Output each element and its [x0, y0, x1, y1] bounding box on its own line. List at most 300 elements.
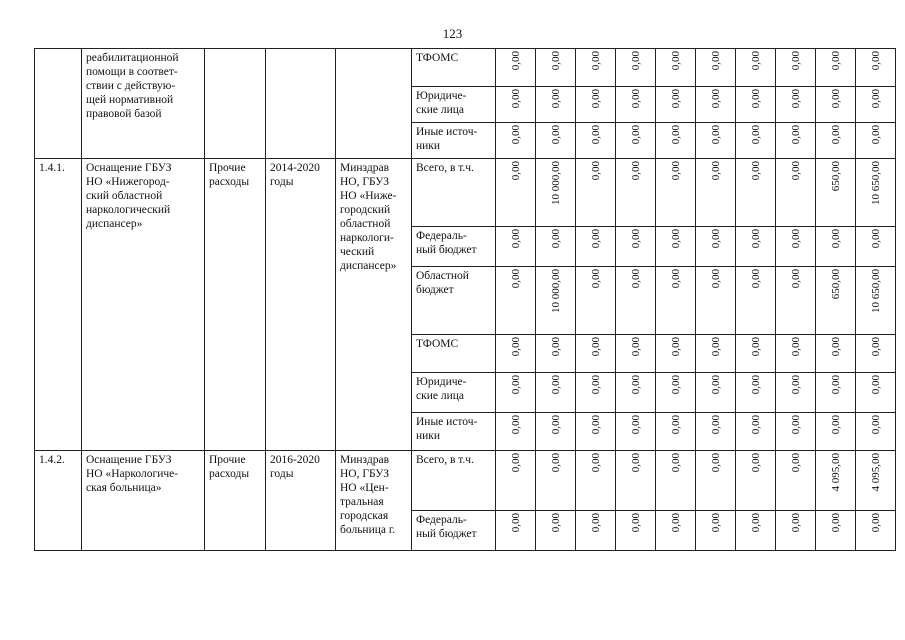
- value-text: 0,00: [749, 453, 762, 473]
- value-text: 0,00: [789, 161, 802, 181]
- value-text: 0,00: [789, 415, 802, 435]
- value-text: 0,00: [629, 51, 642, 71]
- value-cell: [496, 123, 536, 159]
- value-cell: [616, 451, 656, 511]
- value-text: 0,00: [709, 513, 722, 533]
- value-cell: [576, 267, 616, 335]
- value-cell: [776, 159, 816, 227]
- value-cell: [856, 159, 896, 227]
- value-text: 0,00: [829, 125, 842, 145]
- value-text: 10 650,00: [869, 161, 882, 205]
- value-text: 0,00: [549, 229, 562, 249]
- value-cell: [536, 227, 576, 267]
- value-text: 0,00: [669, 453, 682, 473]
- value-cell: [816, 49, 856, 87]
- value-cell: [656, 87, 696, 123]
- value-cell: [736, 87, 776, 123]
- value-text: 0,00: [869, 51, 882, 71]
- item-title-line: Оснащение ГБУЗ: [86, 454, 172, 466]
- funding-source-line: Юридиче-: [416, 90, 467, 102]
- value-text: 0,00: [629, 337, 642, 357]
- executor-line: НО, ГБУЗ: [340, 468, 389, 480]
- value-cell: [656, 335, 696, 373]
- value-text: 0,00: [509, 269, 522, 289]
- value-cell: [816, 511, 856, 551]
- value-cell: [856, 511, 896, 551]
- value-cell: [856, 227, 896, 267]
- value-cell: [576, 451, 616, 511]
- period-line: 2016-2020: [270, 454, 320, 466]
- value-text: 0,00: [629, 415, 642, 435]
- value-cell: [736, 413, 776, 451]
- item-title: [86, 161, 200, 231]
- value-cell: [736, 451, 776, 511]
- executor-line: НО, ГБУЗ: [340, 176, 389, 188]
- funding-source-line: Федераль-: [416, 514, 467, 526]
- value-text: 0,00: [589, 415, 602, 435]
- value-text: 0,00: [589, 269, 602, 289]
- period: [270, 161, 331, 189]
- value-cell: [736, 227, 776, 267]
- executor-line: городская: [340, 510, 389, 522]
- value-cell: [696, 123, 736, 159]
- value-text: 0,00: [789, 337, 802, 357]
- value-text: 0,00: [749, 125, 762, 145]
- value-text: 10 000,00: [549, 269, 562, 313]
- item-title-line: ствии с действую-: [86, 80, 176, 92]
- value-text: 0,00: [789, 453, 802, 473]
- executor: [340, 161, 407, 273]
- value-cell: [816, 87, 856, 123]
- expense-type-line: расходы: [209, 176, 250, 188]
- value-cell: [656, 49, 696, 87]
- funding-source-line: Иные источ-: [416, 126, 478, 138]
- funding-source: [416, 125, 491, 153]
- value-cell: [576, 49, 616, 87]
- funding-source: [416, 337, 491, 351]
- value-text: 0,00: [509, 125, 522, 145]
- funding-source-line: Всего, в т.ч.: [416, 162, 474, 174]
- funding-source-line: Федераль-: [416, 230, 467, 242]
- funding-source-line: Всего, в т.ч.: [416, 454, 474, 466]
- item-title-line: ский областной: [86, 190, 163, 202]
- value-text: 650,00: [829, 161, 842, 192]
- value-cell: [816, 413, 856, 451]
- value-cell: [696, 267, 736, 335]
- value-text: 0,00: [509, 513, 522, 533]
- value-cell: [696, 87, 736, 123]
- value-text: 0,00: [709, 453, 722, 473]
- value-text: 0,00: [669, 375, 682, 395]
- value-cell: [656, 511, 696, 551]
- value-text: 0,00: [709, 51, 722, 71]
- value-cell: [696, 227, 736, 267]
- value-text: 0,00: [829, 51, 842, 71]
- value-cell: [496, 227, 536, 267]
- funding-source: [416, 51, 491, 65]
- value-cell: [536, 451, 576, 511]
- executor-line: НО «Ниже-: [340, 190, 397, 202]
- value-cell: [736, 511, 776, 551]
- value-text: 0,00: [789, 375, 802, 395]
- value-cell: [856, 49, 896, 87]
- value-cell: [616, 511, 656, 551]
- item-title-line: ская больница»: [86, 482, 162, 494]
- value-cell: [776, 227, 816, 267]
- value-cell: [536, 159, 576, 227]
- value-text: 0,00: [549, 337, 562, 357]
- value-text: 0,00: [669, 513, 682, 533]
- value-cell: [736, 335, 776, 373]
- value-cell: [496, 373, 536, 413]
- value-cell: [576, 87, 616, 123]
- value-cell: [536, 123, 576, 159]
- value-text: 0,00: [629, 161, 642, 181]
- value-text: 0,00: [669, 415, 682, 435]
- executor: [340, 453, 407, 537]
- value-text: 0,00: [709, 229, 722, 249]
- value-text: 0,00: [749, 161, 762, 181]
- value-cell: [696, 49, 736, 87]
- value-text: 0,00: [509, 375, 522, 395]
- value-cell: [816, 159, 856, 227]
- value-text: 0,00: [789, 269, 802, 289]
- value-text: 0,00: [749, 269, 762, 289]
- value-cell: [616, 267, 656, 335]
- value-cell: [736, 159, 776, 227]
- value-text: 0,00: [549, 375, 562, 395]
- value-text: 0,00: [549, 453, 562, 473]
- value-text: 0,00: [669, 161, 682, 181]
- value-text: 0,00: [589, 229, 602, 249]
- value-cell: [656, 267, 696, 335]
- value-text: 0,00: [869, 229, 882, 249]
- executor-line: городский: [340, 204, 391, 216]
- value-text: 0,00: [789, 229, 802, 249]
- value-text: 650,00: [829, 269, 842, 300]
- value-text: 0,00: [749, 51, 762, 71]
- value-cell: [856, 373, 896, 413]
- value-cell: [536, 413, 576, 451]
- value-cell: [496, 49, 536, 87]
- value-cell: [496, 159, 536, 227]
- value-text: 0,00: [749, 513, 762, 533]
- value-cell: [696, 511, 736, 551]
- value-cell: [536, 335, 576, 373]
- item-number: [35, 49, 82, 159]
- value-cell: [576, 227, 616, 267]
- value-text: 4 095,00: [869, 453, 882, 492]
- value-text: 0,00: [589, 51, 602, 71]
- table-row: [35, 159, 896, 227]
- expense-type-line: Прочие: [209, 162, 246, 174]
- value-text: 0,00: [749, 375, 762, 395]
- executor-line: НО «Цен-: [340, 482, 389, 494]
- value-cell: [816, 373, 856, 413]
- value-cell: [656, 373, 696, 413]
- value-text: 0,00: [549, 415, 562, 435]
- value-cell: [816, 451, 856, 511]
- expense-type-line: расходы: [209, 468, 250, 480]
- value-text: 0,00: [709, 269, 722, 289]
- budget-table: [34, 48, 896, 551]
- value-text: 0,00: [509, 453, 522, 473]
- value-text: 0,00: [509, 161, 522, 181]
- value-text: 0,00: [709, 125, 722, 145]
- value-cell: [856, 123, 896, 159]
- value-cell: [496, 511, 536, 551]
- value-text: 10 000,00: [549, 161, 562, 205]
- value-text: 0,00: [829, 415, 842, 435]
- value-cell: [856, 413, 896, 451]
- value-text: 0,00: [829, 229, 842, 249]
- value-text: 0,00: [589, 453, 602, 473]
- value-text: 0,00: [669, 269, 682, 289]
- value-cell: [696, 335, 736, 373]
- funding-source: [416, 269, 491, 297]
- item-title-line: реабилитационной: [86, 52, 179, 64]
- value-cell: [576, 123, 616, 159]
- item-number: 1.4.1.: [35, 159, 82, 451]
- funding-source-line: ТФОМС: [416, 52, 459, 64]
- value-cell: [696, 159, 736, 227]
- value-text: 0,00: [829, 337, 842, 357]
- funding-source-line: бюджет: [416, 284, 454, 296]
- value-cell: [536, 49, 576, 87]
- value-text: 0,00: [829, 375, 842, 395]
- value-text: 0,00: [629, 513, 642, 533]
- value-cell: [496, 267, 536, 335]
- item-title-line: диспансер»: [86, 218, 143, 230]
- value-cell: [696, 451, 736, 511]
- table-row: [35, 49, 896, 87]
- value-text: 0,00: [629, 125, 642, 145]
- value-cell: [616, 373, 656, 413]
- value-cell: [816, 123, 856, 159]
- funding-source-line: ный бюджет: [416, 244, 477, 256]
- funding-source: [416, 161, 491, 175]
- item-title: [86, 51, 200, 121]
- item-title-line: НО «Наркологиче-: [86, 468, 179, 480]
- expense-type: [209, 161, 261, 189]
- value-text: 0,00: [509, 337, 522, 357]
- value-text: 0,00: [789, 125, 802, 145]
- value-text: 0,00: [629, 453, 642, 473]
- item-title-line: правовой базой: [86, 108, 162, 120]
- value-text: 0,00: [789, 51, 802, 71]
- value-cell: [816, 227, 856, 267]
- value-cell: [496, 335, 536, 373]
- funding-source: [416, 375, 491, 403]
- page-number: 123: [442, 26, 463, 41]
- value-text: 0,00: [589, 89, 602, 109]
- value-text: 0,00: [589, 161, 602, 181]
- value-text: 0,00: [709, 375, 722, 395]
- executor-line: областной: [340, 218, 391, 230]
- value-cell: [776, 87, 816, 123]
- value-text: 0,00: [629, 89, 642, 109]
- value-text: 0,00: [709, 161, 722, 181]
- value-cell: [856, 335, 896, 373]
- value-text: 0,00: [509, 229, 522, 249]
- item-title: [86, 453, 200, 495]
- value-text: 0,00: [629, 269, 642, 289]
- value-cell: [616, 87, 656, 123]
- value-text: 0,00: [869, 89, 882, 109]
- value-text: 0,00: [749, 229, 762, 249]
- value-text: 0,00: [669, 229, 682, 249]
- expense-type: [209, 453, 261, 481]
- value-cell: [776, 335, 816, 373]
- value-text: 0,00: [709, 337, 722, 357]
- executor-line: тральная: [340, 496, 384, 508]
- value-text: 0,00: [789, 89, 802, 109]
- period: [270, 453, 331, 481]
- value-text: 0,00: [669, 337, 682, 357]
- funding-source-line: ники: [416, 430, 441, 442]
- value-cell: [576, 373, 616, 413]
- funding-source: [416, 229, 491, 257]
- funding-source-line: Областной: [416, 270, 469, 282]
- value-text: 0,00: [589, 513, 602, 533]
- value-cell: [776, 123, 816, 159]
- item-number: 1.4.2.: [35, 451, 82, 551]
- value-text: 0,00: [869, 415, 882, 435]
- executor-line: Минздрав: [340, 454, 390, 466]
- value-text: 0,00: [509, 51, 522, 71]
- funding-source-line: Юридиче-: [416, 376, 467, 388]
- value-text: 0,00: [589, 337, 602, 357]
- value-text: 0,00: [829, 89, 842, 109]
- value-text: 0,00: [509, 415, 522, 435]
- value-cell: [816, 335, 856, 373]
- value-cell: [656, 159, 696, 227]
- value-cell: [496, 87, 536, 123]
- value-cell: [776, 413, 816, 451]
- funding-source-line: ный бюджет: [416, 528, 477, 540]
- value-text: 0,00: [749, 337, 762, 357]
- value-cell: [656, 123, 696, 159]
- value-cell: [656, 227, 696, 267]
- value-text: 0,00: [709, 415, 722, 435]
- value-text: 0,00: [669, 51, 682, 71]
- value-text: 0,00: [549, 51, 562, 71]
- value-text: 0,00: [869, 337, 882, 357]
- value-text: 0,00: [629, 375, 642, 395]
- funding-source: [416, 89, 491, 117]
- value-cell: [656, 451, 696, 511]
- executor-line: диспансер»: [340, 260, 397, 272]
- value-cell: [736, 373, 776, 413]
- funding-source: [416, 513, 491, 541]
- period-line: 2014-2020: [270, 162, 320, 174]
- executor-line: наркологи-: [340, 232, 394, 244]
- value-cell: [656, 413, 696, 451]
- item-title-line: щей нормативной: [86, 94, 174, 106]
- value-cell: [616, 227, 656, 267]
- value-cell: [816, 267, 856, 335]
- item-title-line: наркологический: [86, 204, 171, 216]
- value-cell: [576, 335, 616, 373]
- value-cell: [536, 373, 576, 413]
- funding-source-line: Иные источ-: [416, 416, 478, 428]
- value-cell: [496, 451, 536, 511]
- value-text: 0,00: [549, 513, 562, 533]
- value-cell: [856, 451, 896, 511]
- table-row: [35, 451, 896, 511]
- value-cell: [616, 335, 656, 373]
- value-cell: [696, 373, 736, 413]
- executor-line: больница г.: [340, 524, 396, 536]
- value-cell: [856, 267, 896, 335]
- value-cell: [776, 451, 816, 511]
- value-text: 0,00: [869, 375, 882, 395]
- period-line: годы: [270, 468, 294, 480]
- value-cell: [776, 373, 816, 413]
- value-text: 0,00: [749, 415, 762, 435]
- value-text: 0,00: [509, 89, 522, 109]
- value-cell: [576, 413, 616, 451]
- value-cell: [736, 267, 776, 335]
- funding-source-line: ники: [416, 140, 441, 152]
- value-text: 0,00: [749, 89, 762, 109]
- item-title-line: помощи в соответ-: [86, 66, 178, 78]
- value-text: 0,00: [589, 375, 602, 395]
- value-cell: [576, 159, 616, 227]
- executor-line: ческий: [340, 246, 375, 258]
- value-text: 0,00: [669, 125, 682, 145]
- value-cell: [576, 511, 616, 551]
- funding-source: [416, 415, 491, 443]
- value-cell: [536, 511, 576, 551]
- value-text: 0,00: [549, 89, 562, 109]
- funding-source-line: ские лица: [416, 104, 464, 116]
- executor-line: Минздрав: [340, 162, 390, 174]
- value-cell: [496, 413, 536, 451]
- value-text: 4 095,00: [829, 453, 842, 492]
- value-cell: [616, 49, 656, 87]
- value-cell: [736, 123, 776, 159]
- value-cell: [536, 87, 576, 123]
- value-text: 0,00: [669, 89, 682, 109]
- value-cell: [856, 87, 896, 123]
- value-text: 0,00: [869, 125, 882, 145]
- funding-source: [416, 453, 491, 467]
- value-text: 0,00: [589, 125, 602, 145]
- value-text: 0,00: [549, 125, 562, 145]
- item-title-line: НО «Нижегород-: [86, 176, 170, 188]
- funding-source-line: ские лица: [416, 390, 464, 402]
- value-cell: [616, 123, 656, 159]
- value-cell: [736, 49, 776, 87]
- value-cell: [776, 511, 816, 551]
- value-text: 10 650,00: [869, 269, 882, 313]
- period-line: годы: [270, 176, 294, 188]
- value-cell: [616, 159, 656, 227]
- value-text: 0,00: [629, 229, 642, 249]
- value-text: 0,00: [869, 513, 882, 533]
- value-cell: [776, 49, 816, 87]
- value-text: 0,00: [789, 513, 802, 533]
- value-cell: [616, 413, 656, 451]
- value-text: 0,00: [829, 513, 842, 533]
- item-title-line: Оснащение ГБУЗ: [86, 162, 172, 174]
- expense-type-line: Прочие: [209, 454, 246, 466]
- value-cell: [776, 267, 816, 335]
- value-cell: [536, 267, 576, 335]
- value-text: 0,00: [709, 89, 722, 109]
- funding-source-line: ТФОМС: [416, 338, 459, 350]
